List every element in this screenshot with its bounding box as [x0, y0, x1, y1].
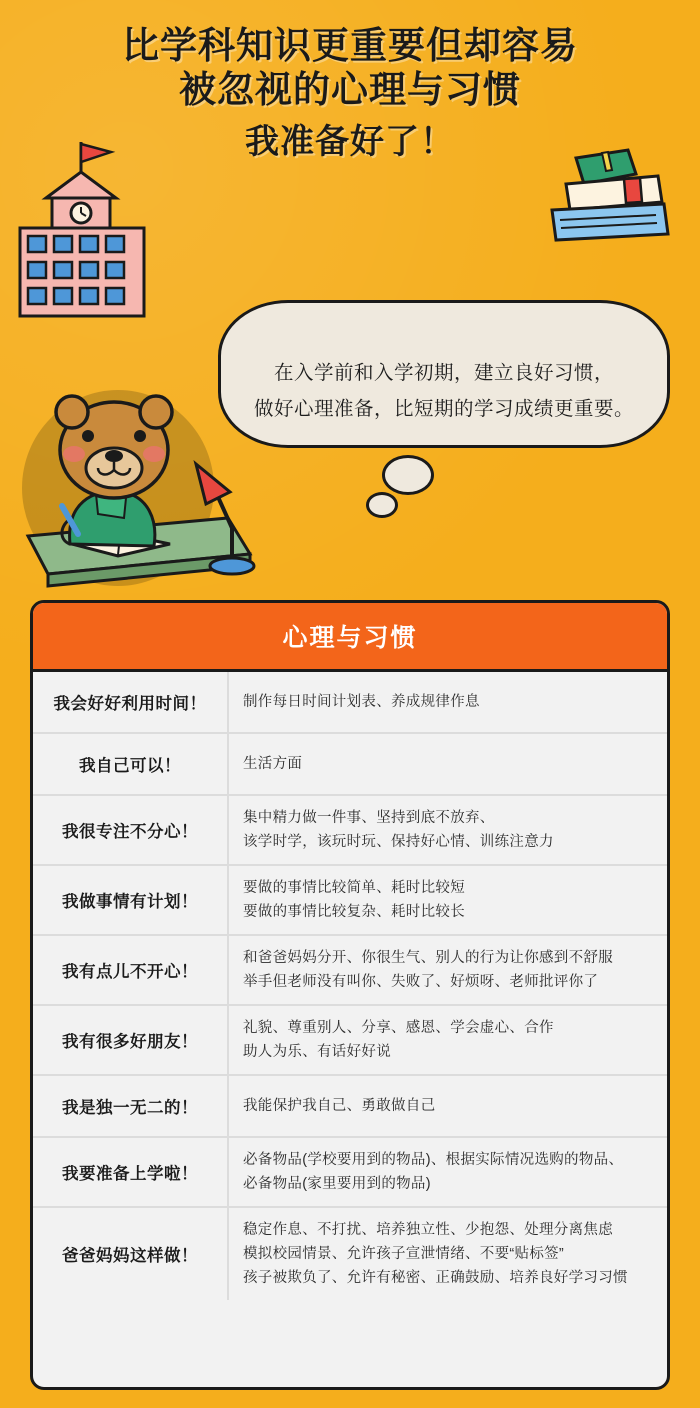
description-line: 我能保护我自己、勇敢做自己 [243, 1098, 436, 1114]
description-line: 必备物品(学校要用到的物品)、根据实际情况选购的物品、 [243, 1152, 624, 1168]
row-description [229, 734, 667, 794]
description-line: 稳定作息、不打扰、培养独立性、少抱怨、处理分离焦虑 [243, 1222, 613, 1238]
speech-bubble-tail-small [366, 492, 398, 518]
description-line: 生活方面 [243, 756, 303, 772]
title-line-1: 比学科知识更重要但却容易 [122, 25, 578, 66]
row-description [229, 1208, 667, 1300]
speech-bubble-text [228, 355, 660, 427]
table-row [33, 1076, 667, 1138]
row-label: 我有很多好朋友！ [33, 1006, 229, 1074]
table-row [33, 1138, 667, 1208]
row-label: 我是独一无二的！ [33, 1076, 229, 1136]
row-label: 爸爸妈妈这样做！ [33, 1208, 229, 1300]
title-line-2: 被忽视的心理与习惯 [179, 69, 521, 110]
psychology-habits-card [30, 600, 670, 1390]
title-line-3: 我准备好了！ [245, 123, 455, 161]
row-label: 我自己可以！ [33, 734, 229, 794]
description-line: 助人为乐、有话好好说 [243, 1044, 391, 1060]
table-row [33, 672, 667, 734]
table-row [33, 796, 667, 866]
page-title [0, 24, 700, 164]
description-line: 必备物品(家里要用到的物品) [243, 1176, 431, 1192]
table-row [33, 1006, 667, 1076]
row-label: 我要准备上学啦！ [33, 1138, 229, 1206]
row-description [229, 936, 667, 1004]
habit-rows [33, 672, 667, 1300]
row-label: 我很专注不分心！ [33, 796, 229, 864]
card-header [33, 603, 667, 672]
bubble-line-1: 在入学前和入学初期，建立良好习惯， [273, 362, 614, 384]
row-description [229, 796, 667, 864]
card-header-title: 心理与习惯 [282, 624, 418, 652]
description-line: 该学时学，该玩时玩、保持好心情、训练注意力 [243, 834, 554, 850]
table-row [33, 1208, 667, 1300]
row-label: 我有点儿不开心！ [33, 936, 229, 1004]
table-row [33, 866, 667, 936]
row-description [229, 1076, 667, 1136]
row-description [229, 672, 667, 732]
bubble-line-2: 做好心理准备，比短期的学习成绩更重要。 [253, 398, 634, 420]
description-line: 和爸爸妈妈分开、你很生气、别人的行为让你感到不舒服 [243, 950, 613, 966]
school-building-icon [6, 136, 166, 326]
description-line: 集中精力做一件事、坚持到底不放弃、 [243, 810, 495, 826]
row-description [229, 866, 667, 934]
description-line: 孩子被欺负了、允许有秘密、正确鼓励、培养良好学习习惯 [243, 1270, 628, 1286]
description-line: 礼貌、尊重别人、分享、感恩、学会虚心、合作 [243, 1020, 554, 1036]
row-description [229, 1138, 667, 1206]
row-label: 我会好好利用时间！ [33, 672, 229, 732]
description-line: 模拟校园情景、允许孩子宣泄情绪、不要“贴标签” [243, 1246, 565, 1262]
speech-bubble-tail-large [382, 455, 434, 495]
row-label: 我做事情有计划！ [33, 866, 229, 934]
description-line: 要做的事情比较复杂、耗时比较长 [243, 904, 465, 920]
row-description [229, 1006, 667, 1074]
table-row [33, 936, 667, 1006]
description-line: 制作每日时间计划表、养成规律作息 [243, 694, 480, 710]
description-line: 举手但老师没有叫你、失败了、好烦呀、老师批评你了 [243, 974, 599, 990]
table-row [33, 734, 667, 796]
description-line: 要做的事情比较简单、耗时比较短 [243, 880, 465, 896]
